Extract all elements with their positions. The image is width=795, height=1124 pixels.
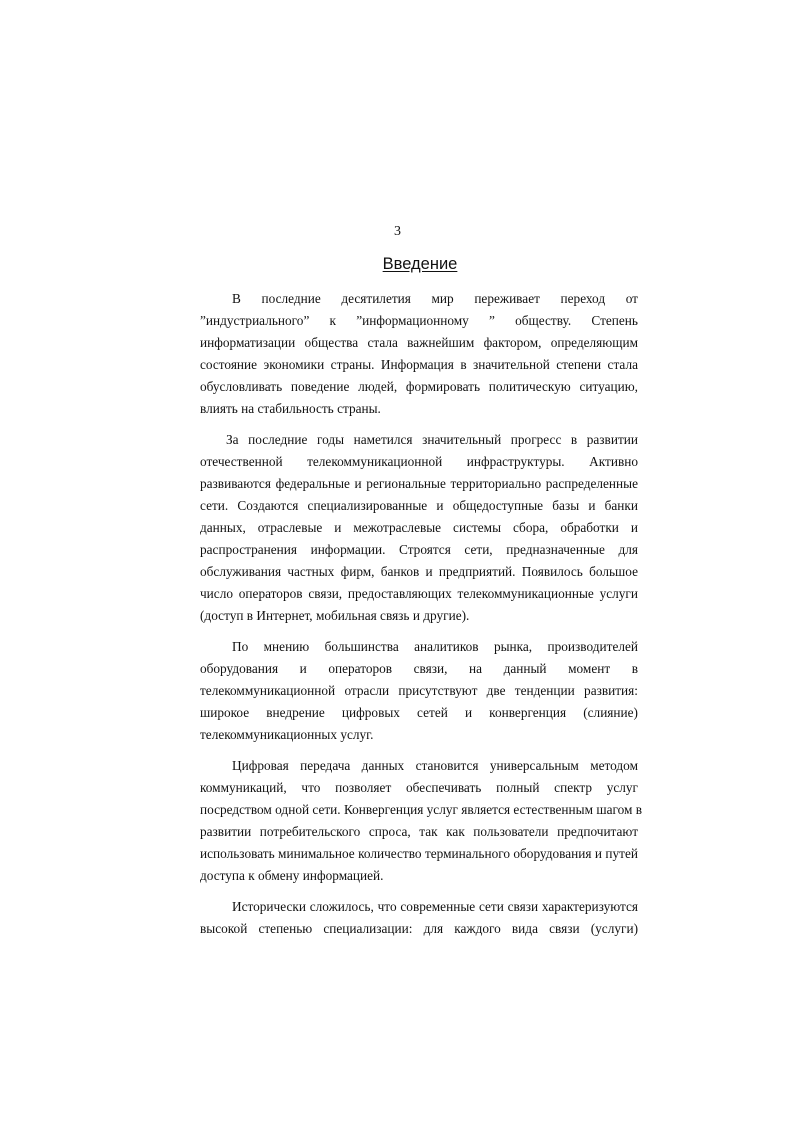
text-line: состояние экономики страны. Информация в значительной степени стала bbox=[200, 357, 638, 372]
document-body bbox=[200, 288, 643, 949]
text-line: коммуникаций, что позволяет обеспечивать полный спектр услуг bbox=[200, 780, 638, 795]
text-line: обусловливать поведение людей, формировать политическую ситуацию, bbox=[200, 379, 638, 394]
text-line: ”индустриального” к ”информационному ” обществу. Степень bbox=[200, 313, 638, 328]
text-line: обслуживания частных фирм, банков и предприятий. Появилось большое bbox=[200, 564, 638, 579]
text-line: За последние годы наметился значительный прогресс в развитии bbox=[226, 432, 638, 447]
text-line: В последние десятилетия мир переживает переход от bbox=[232, 291, 638, 306]
text-line: оборудования и операторов связи, на данный момент в bbox=[200, 661, 638, 676]
text-line: посредством одной сети. Конвергенция услуг является естественным шагом в bbox=[200, 802, 643, 817]
text-line: развитии потребительского спроса, так как пользователи предпочитают bbox=[200, 824, 638, 839]
text-line: телекоммуникационной отрасли присутствуют две тенденции развития: bbox=[200, 683, 638, 698]
paragraph bbox=[200, 755, 643, 887]
text-line: влиять на стабильность страны. bbox=[200, 401, 381, 416]
text-line: Цифровая передача данных становится универсальным методом bbox=[232, 758, 638, 773]
paragraph bbox=[200, 288, 638, 420]
text-line: доступа к обмену информацией. bbox=[200, 868, 384, 883]
text-line: (доступ в Интернет, мобильная связь и другие). bbox=[200, 608, 470, 623]
page-number: 3 bbox=[394, 224, 401, 239]
text-line: телекоммуникационных услуг. bbox=[200, 727, 374, 742]
text-line: отечественной телекоммуникационной инфраструктуры. Активно bbox=[200, 454, 638, 469]
text-line: широкое внедрение цифровых сетей и конвергенция (слияние) bbox=[200, 705, 638, 720]
page-title: Введение bbox=[382, 255, 458, 273]
text-line: использовать минимальное количество терминального оборудования и путей bbox=[200, 846, 638, 861]
text-line: распространения информации. Строятся сети, предназначенные для bbox=[200, 542, 638, 557]
paragraph bbox=[200, 429, 638, 627]
text-line: число операторов связи, предоставляющих телекоммуникационные услуги bbox=[200, 586, 638, 601]
paragraph bbox=[200, 636, 638, 746]
text-line: данных, отраслевые и межотраслевые системы сбора, обработки и bbox=[200, 520, 638, 535]
text-line: По мнению большинства аналитиков рынка, производителей bbox=[232, 639, 638, 654]
paragraph bbox=[200, 896, 638, 940]
text-line: высокой степенью специализации: для каждого вида связи (услуги) bbox=[200, 921, 638, 936]
text-line: информатизации общества стала важнейшим фактором, определяющим bbox=[200, 335, 638, 350]
text-line: сети. Создаются специализированные и общедоступные базы и банки bbox=[200, 498, 638, 513]
text-line: развиваются федеральные и региональные территориально распределенные bbox=[200, 476, 638, 491]
text-line: Исторически сложилось, что современные сети связи характеризуются bbox=[232, 899, 638, 914]
